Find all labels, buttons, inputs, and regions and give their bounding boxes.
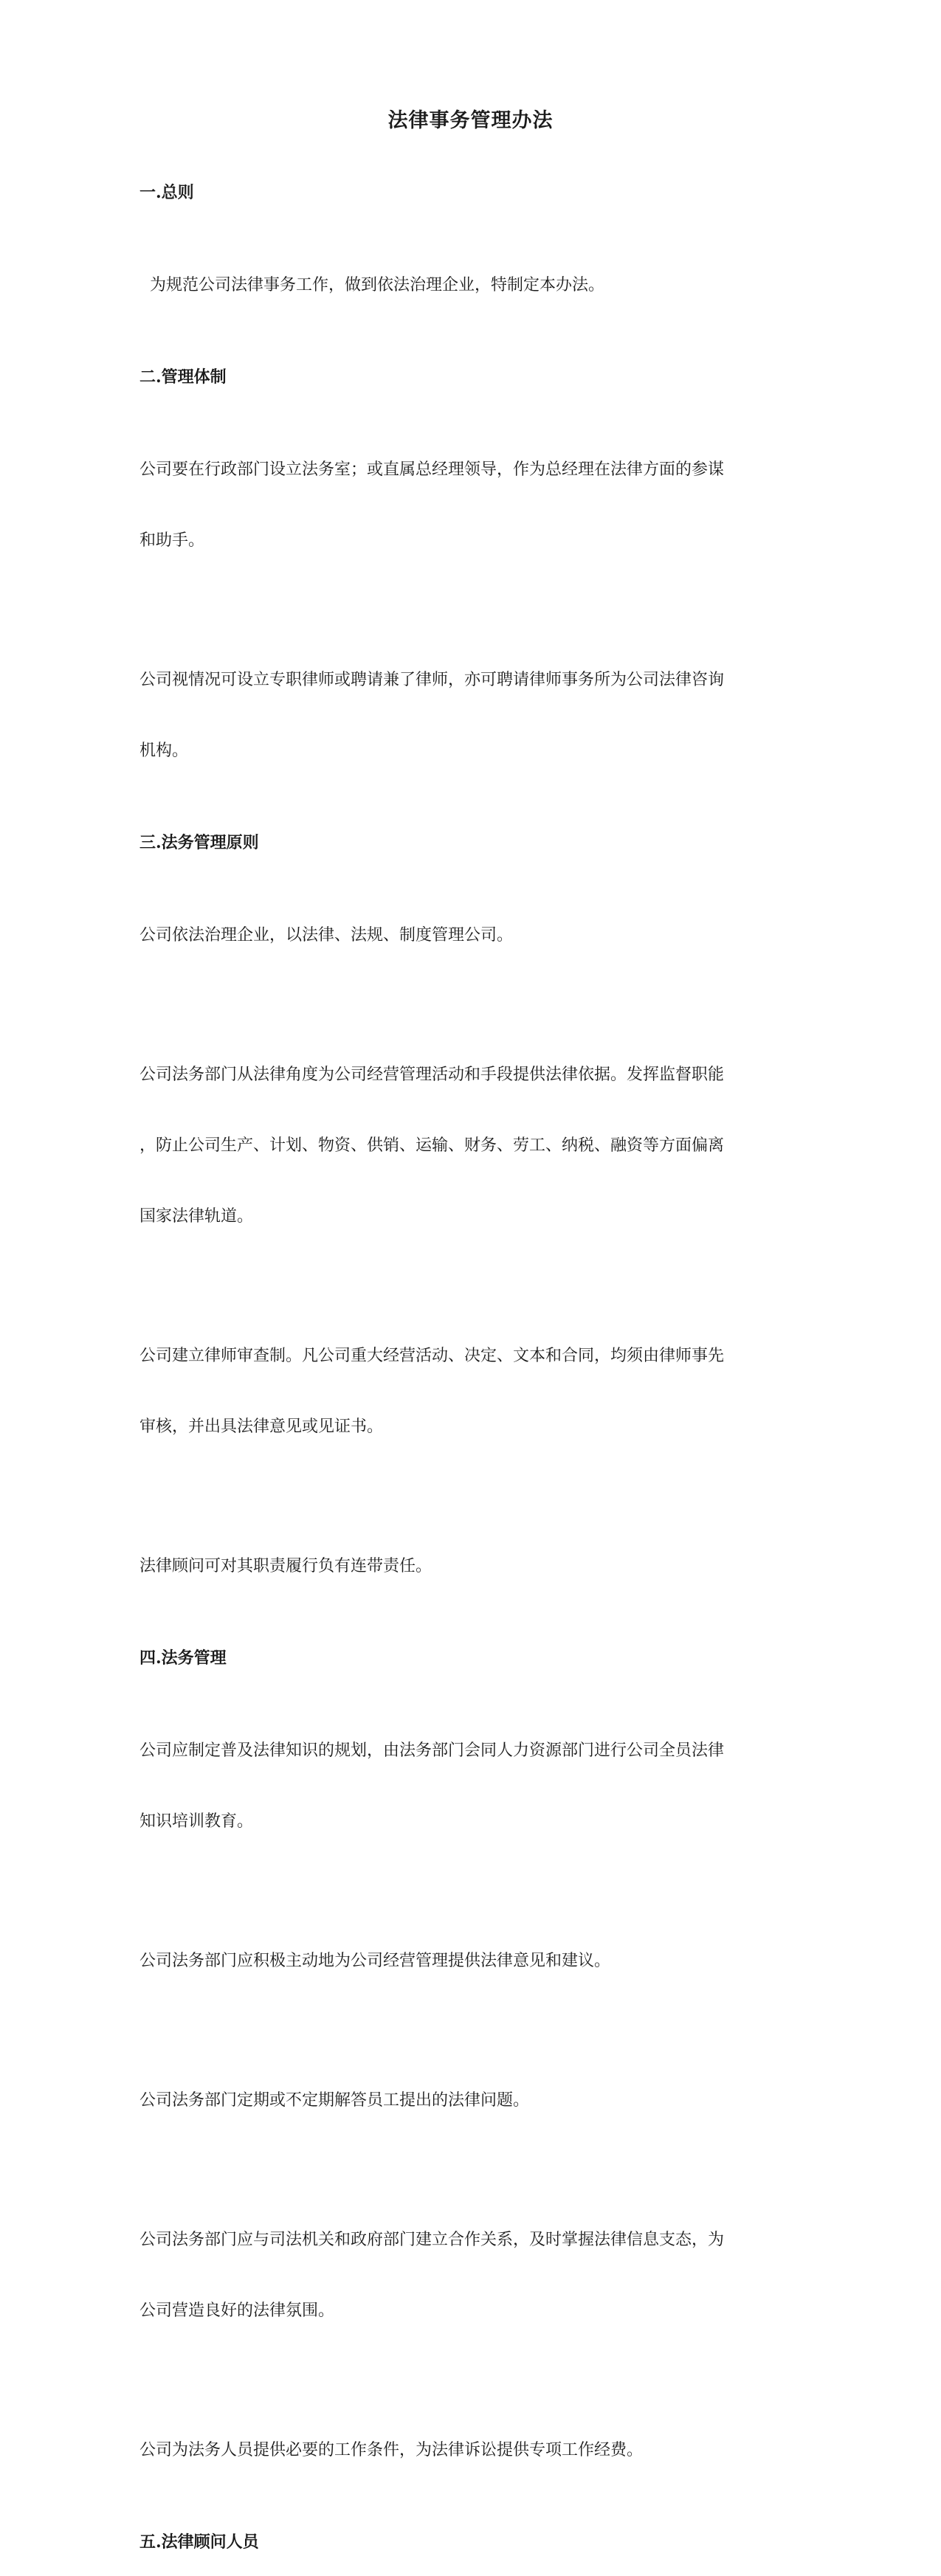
paragraph-line: 知识培训教育。 <box>139 1812 254 1831</box>
paragraph-line: ，防止公司生产、计划、物资、供销、运输、财务、劳工、纳税、融资等方面偏离 <box>139 1136 725 1155</box>
paragraph-line: 审核，并出具法律意见或见证书。 <box>139 1418 384 1436</box>
section-heading: 四.法务管理 <box>139 1648 227 1668</box>
paragraph-line: 公司法务部门应与司法机关和政府部门建立合作关系，及时掌握法律信息支态，为 <box>139 2231 725 2249</box>
paragraph <box>139 1297 804 1486</box>
paragraph <box>139 1508 804 1626</box>
section-heading: 二.管理体制 <box>139 367 227 387</box>
paragraph <box>139 2181 804 2370</box>
document-title: 法律事务管理办法 <box>387 109 554 132</box>
paragraph <box>139 2042 804 2160</box>
paragraph <box>139 621 804 810</box>
paragraph-line: 机构。 <box>139 742 189 760</box>
section-heading: 五.法律顾问人员 <box>139 2532 259 2552</box>
paragraph <box>139 877 804 995</box>
paragraph <box>139 411 804 600</box>
paragraph <box>139 1692 804 1881</box>
paragraph-line: 国家法律轨道。 <box>139 1207 254 1226</box>
paragraph-line: 公司法务部门从法律角度为公司经营管理活动和手段提供法律依据。发挥监督职能 <box>139 1066 725 1084</box>
paragraph-line: 公司法务部门应积极主动地为公司经营管理提供法律意见和建议。 <box>139 1952 611 1970</box>
paragraph-line: 公司法务部门定期或不定期解答员工提出的法律问题。 <box>139 2091 530 2110</box>
paragraph-line: 法律顾问可对其职责履行负有连带责任。 <box>139 1557 432 1575</box>
section-heading: 一.总则 <box>139 183 194 202</box>
paragraph <box>139 227 804 345</box>
paragraph-line: 公司要在行政部门设立法务室；或直属总经理领导，作为总经理在法律方面的参谋 <box>139 460 725 479</box>
paragraph-line: 公司依法治理企业，以法律、法规、制度管理公司。 <box>139 926 514 945</box>
paragraph-line: 公司为法务人员提供必要的工作条件，为法律诉讼提供专项工作经费。 <box>139 2441 644 2459</box>
paragraph-line: 公司建立律师审查制。凡公司重大经营活动、决定、文本和合同，均须由律师事先 <box>139 1347 725 1365</box>
paragraph <box>139 1902 804 2020</box>
paragraph <box>139 1016 804 1276</box>
paragraph-line: 为规范公司法律事务工作，做到依法治理企业，特制定本办法。 <box>139 276 604 294</box>
paragraph <box>139 2392 804 2510</box>
document-body <box>139 182 804 2576</box>
section-heading: 三.法务管理原则 <box>139 833 259 852</box>
paragraph-line: 公司营造良好的法律氛围。 <box>139 2302 335 2320</box>
paragraph-line: 公司应制定普及法律知识的规划，由法务部门会同人力资源部门进行公司全员法律 <box>139 1741 725 1760</box>
paragraph-line: 和助手。 <box>139 531 205 550</box>
paragraph-line: 公司视情况可设立专职律师或聘请兼了律师，亦可聘请律师事务所为公司法律咨询 <box>139 671 725 689</box>
